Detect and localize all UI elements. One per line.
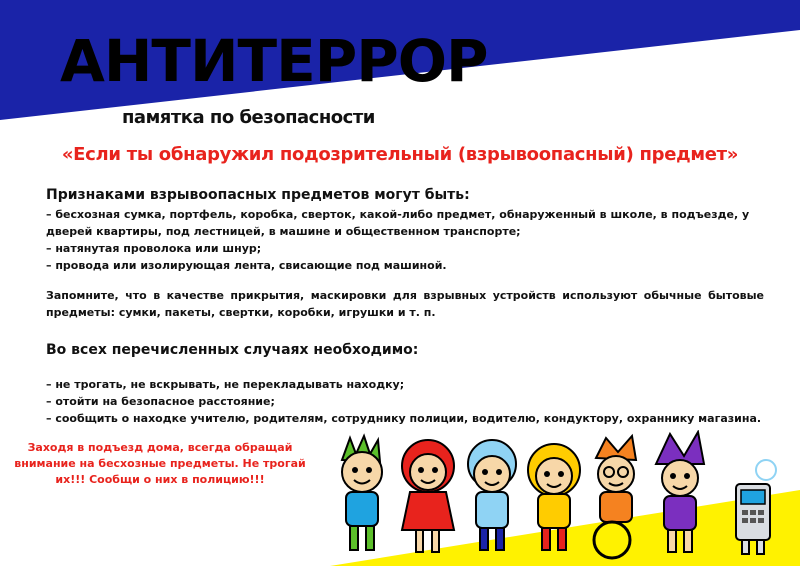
signs-item: – провода или изолирующая лента, свисающие под машиной.: [46, 259, 447, 272]
children-illustration: [320, 430, 800, 566]
signs-heading: Признаками взрывоопасных предметов могут быть:: [46, 187, 470, 203]
child-green-hair-icon: [342, 436, 382, 550]
signs-item: – бесхозная сумка, портфель, коробка, сверток, какой-либо предмет, обнаруженный в школе, в подъезде, у дверей квартиры, под лестницей, в машине и общественном транспорте;: [46, 208, 750, 238]
warning-note: Заходя в подъезд дома, всегда обращай внимание на бесхозные предметы. Не трогай их!!! Сообщи о них в полицию!!!: [14, 441, 306, 486]
actions-heading: Во всех перечисленных случаях необходимо:: [46, 342, 419, 358]
remember-paragraph: Запомните, что в качестве прикрытия, маскировки для взрывных устройств используют обычные бытовые предметы: сумки, пакеты, свертки, коробки, игрушки и т. п.: [46, 289, 764, 319]
child-orange-wheelchair-icon: [594, 436, 636, 558]
signs-item: – натянутая проволока или шнур;: [46, 242, 262, 255]
child-purple-hat-icon: [656, 432, 704, 552]
actions-item: – сообщить о находке учителю, родителям, сотруднику полиции, водителю, кондуктору, охраннику магазина.: [46, 412, 762, 425]
actions-item: – не трогать, не вскрывать, не перекладывать находку;: [46, 378, 405, 391]
poster-title: АНТИТЕРРОР: [60, 27, 488, 95]
actions-list: [46, 376, 764, 427]
phone-robot-icon: [736, 460, 776, 554]
child-yellow-hair-icon: [528, 444, 580, 550]
poster-headline: «Если ты обнаружил подозрительный (взрывоопасный) предмет»: [61, 144, 739, 165]
child-blue-hair-icon: [468, 440, 516, 550]
poster-subtitle: памятка по безопасности: [122, 107, 375, 128]
actions-item: – отойти на безопасное расстояние;: [46, 395, 275, 408]
child-red-hair-icon: [402, 440, 454, 552]
signs-list: [46, 206, 764, 274]
